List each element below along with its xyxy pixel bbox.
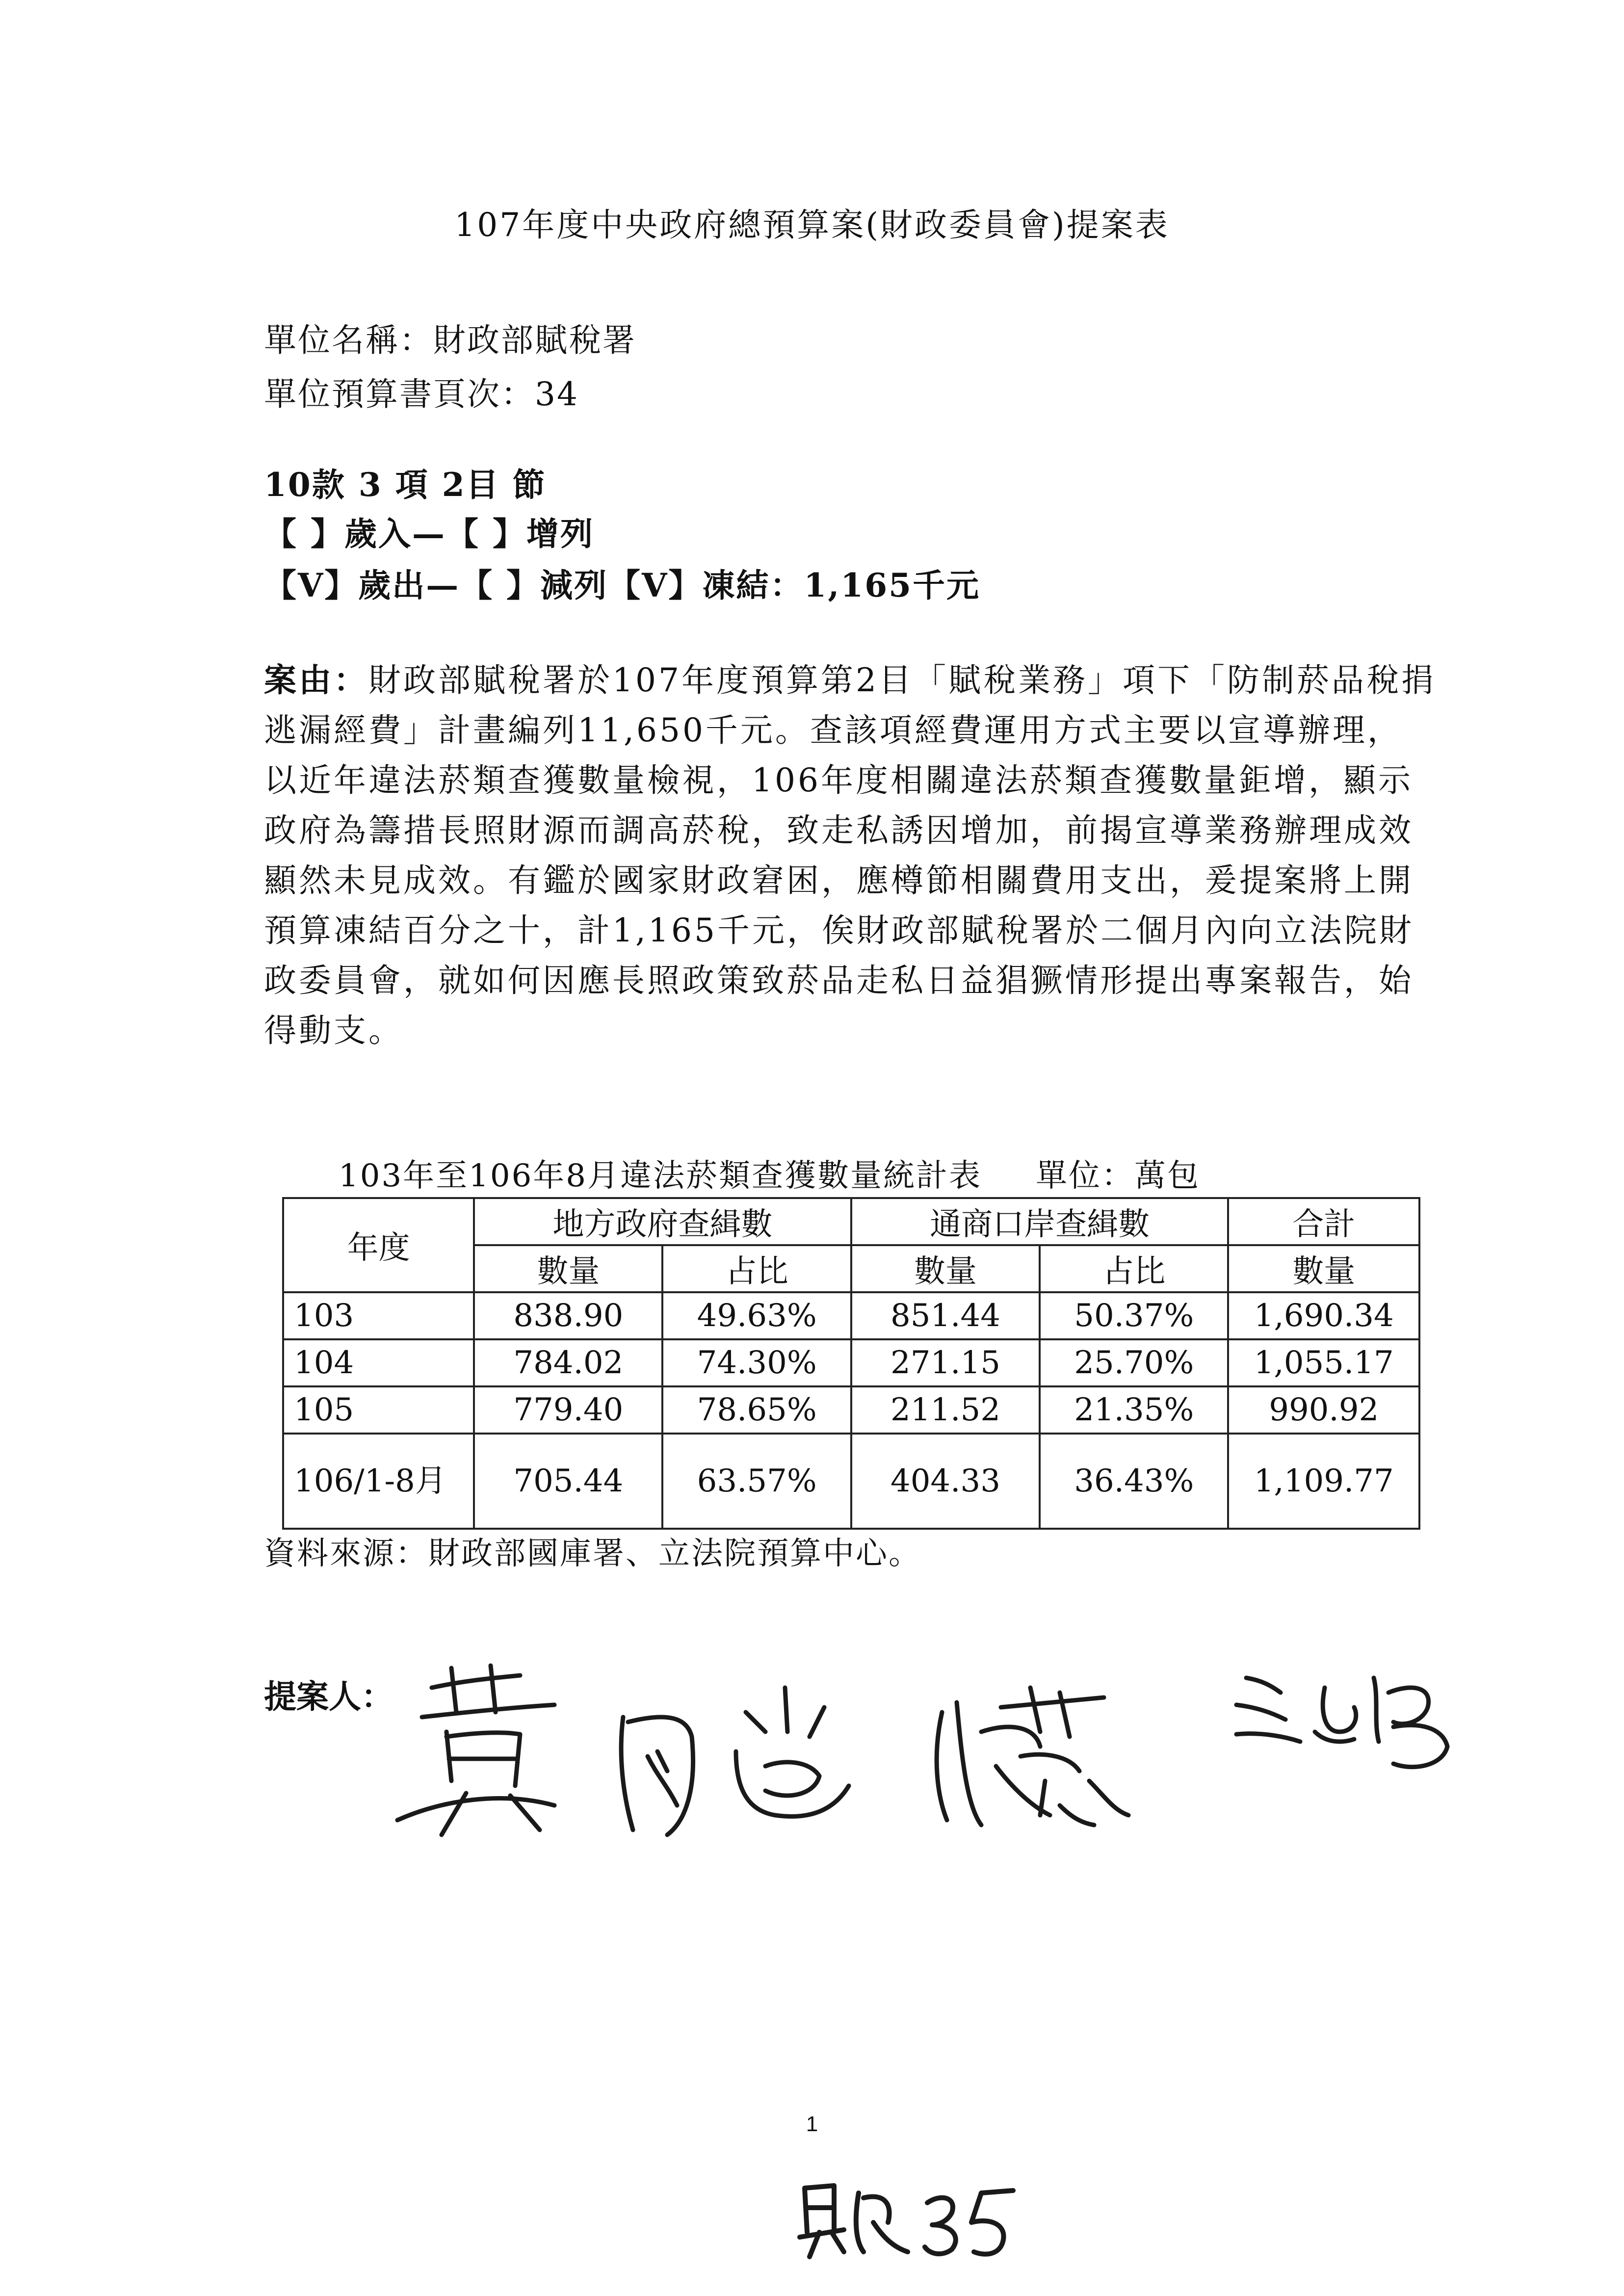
cell-year: 106/1-8月 bbox=[283, 1434, 474, 1529]
table-row bbox=[283, 1339, 1419, 1386]
signature-stroke bbox=[736, 1688, 849, 1817]
cell-local-share: 49.63% bbox=[662, 1292, 851, 1339]
cell-port-share: 50.37% bbox=[1040, 1292, 1228, 1339]
cell-local-qty: 784.02 bbox=[474, 1339, 662, 1386]
cell-port-qty: 271.15 bbox=[851, 1339, 1040, 1386]
cell-local-qty: 779.40 bbox=[474, 1386, 662, 1434]
header-total: 合計 bbox=[1228, 1198, 1419, 1245]
signature-stroke bbox=[621, 1717, 693, 1835]
cell-year: 104 bbox=[283, 1339, 474, 1386]
cell-port-share: 21.35% bbox=[1040, 1386, 1228, 1434]
table-caption bbox=[339, 1150, 1200, 1196]
cell-year: 103 bbox=[283, 1292, 474, 1339]
cell-local-share: 78.65% bbox=[662, 1386, 851, 1434]
table-title: 103年至106年8月違法菸類查獲數量統計表 bbox=[339, 1158, 982, 1194]
unit-name-label: 單位名稱： bbox=[264, 321, 433, 359]
handwritten-stroke bbox=[925, 2191, 1013, 2254]
cell-local-qty: 838.90 bbox=[474, 1292, 662, 1339]
data-source: 資料來源：財政部國庫署、立法院預算中心。 bbox=[264, 1536, 921, 1572]
cell-port-qty: 851.44 bbox=[851, 1292, 1040, 1339]
proposer-label: 提案人： bbox=[264, 1677, 393, 1716]
header-ports: 通商口岸查緝數 bbox=[851, 1198, 1229, 1245]
budget-item-line-1: 10款 3 項 2目 節 bbox=[264, 466, 547, 504]
unit-page-value: 34 bbox=[535, 375, 579, 413]
signature-image bbox=[393, 1658, 1496, 1864]
unit-name bbox=[264, 314, 636, 361]
page-title: 107年度中央政府總預算案(財政委員會)提案表 bbox=[454, 206, 1170, 244]
cell-total: 1,109.77 bbox=[1228, 1434, 1419, 1529]
table-header-row bbox=[283, 1198, 1419, 1245]
table-unit: 單位：萬包 bbox=[1036, 1158, 1201, 1194]
cell-total: 1,690.34 bbox=[1228, 1292, 1419, 1339]
budget-item-line-3: 【V】歲出—【 】減列【V】凍結：1,165千元 bbox=[264, 566, 981, 604]
signature-stroke bbox=[397, 1666, 554, 1835]
header-year: 年度 bbox=[283, 1198, 474, 1292]
page-number: 1 bbox=[806, 2112, 818, 2136]
header-local-gov: 地方政府查緝數 bbox=[474, 1198, 851, 1245]
cell-port-qty: 404.33 bbox=[851, 1434, 1040, 1529]
cell-year: 105 bbox=[283, 1386, 474, 1434]
unit-budget-page bbox=[264, 368, 579, 415]
handwritten-stroke bbox=[800, 2186, 908, 2257]
unit-page-label: 單位預算書頁次： bbox=[264, 375, 535, 413]
seizure-stats-table bbox=[282, 1197, 1420, 1530]
table-row bbox=[283, 1386, 1419, 1434]
cell-port-share: 36.43% bbox=[1040, 1434, 1228, 1529]
table-row bbox=[283, 1292, 1419, 1339]
cell-local-share: 63.57% bbox=[662, 1434, 851, 1529]
cell-total: 1,055.17 bbox=[1228, 1339, 1419, 1386]
reason-paragraph bbox=[264, 655, 1437, 1056]
reason-text: 財政部賦稅署於107年度預算第2目「賦稅業務」項下「防制菸品稅捐逃漏經費」計畫編列11,650千元。查該項經費運用方式主要以宣導辦理，以近年違法菸類查獲數量檢視，106年度相關違法菸類查獲數量鉅增，顯示政府為籌措長照財源而調高菸稅，致走私誘因增加，前揭宣導業務辦理成效顯然未見成效。有鑑於國家財政窘困，應樽節相關費用支出，爰提案將上開預算凍結百分之十，計1,165千元，俟財政部賦稅署於二個月內向立法院財政委員會，就如何因應長照政策致菸品走私日益猖獗情形提出專案報告，始得動支。 bbox=[264, 661, 1436, 1049]
budget-item-line-2: 【 】歲入—【 】增列 bbox=[264, 515, 594, 553]
cell-local-qty: 705.44 bbox=[474, 1434, 662, 1529]
table-row bbox=[283, 1434, 1419, 1529]
signature-stroke bbox=[937, 1688, 1128, 1825]
cell-local-share: 74.30% bbox=[662, 1339, 851, 1386]
unit-name-value: 財政部賦稅署 bbox=[433, 321, 636, 359]
handwritten-page-mark bbox=[795, 2178, 1021, 2262]
reason-block bbox=[264, 655, 1437, 1056]
cell-port-share: 25.70% bbox=[1040, 1339, 1228, 1386]
subheader-port-qty: 數量 bbox=[851, 1245, 1040, 1292]
signature-stroke bbox=[1236, 1678, 1447, 1767]
reason-label: 案由： bbox=[264, 661, 368, 699]
subheader-total-qty: 數量 bbox=[1228, 1245, 1419, 1292]
cell-port-qty: 211.52 bbox=[851, 1386, 1040, 1434]
subheader-local-qty: 數量 bbox=[474, 1245, 662, 1292]
cell-total: 990.92 bbox=[1228, 1386, 1419, 1434]
subheader-port-share: 占比 bbox=[1040, 1245, 1228, 1292]
subheader-local-share: 占比 bbox=[662, 1245, 851, 1292]
